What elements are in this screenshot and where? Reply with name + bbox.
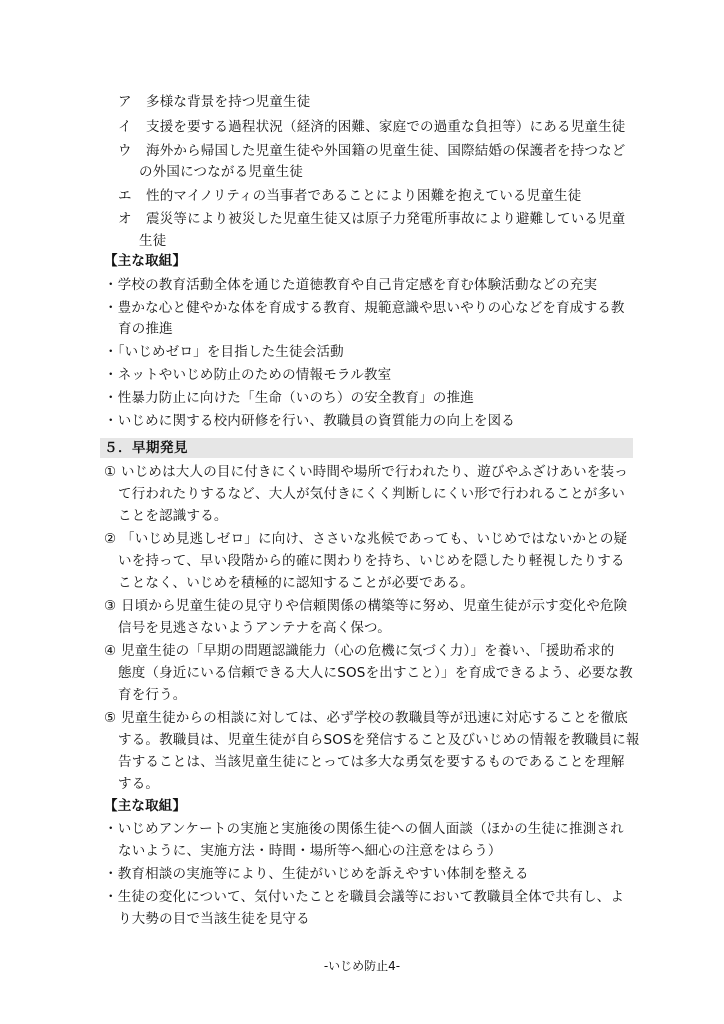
point-text: 「いじめ見逃しゼロ」に向け、ささいな兆候であっても、いじめではないかとの疑 [121, 531, 628, 547]
point-text: 日頃から児童生徒の見守りや信頼関係の構築等に努め、児童生徒が示す変化や危険 [121, 598, 628, 614]
target-item-i [118, 117, 132, 137]
point-text-continued: 育を行う。 [118, 687, 187, 703]
target-marker: イ [118, 119, 132, 135]
point-marker: ② [104, 531, 117, 547]
point-text-continued: ことなく、いじめを積極的に認知することが必要である。 [118, 575, 474, 591]
initiative-item: ・生徒の変化について、気付いたことを職員会議等において教職員全体で共有し、よ [104, 889, 625, 905]
point-text-continued: 態度（身近にいる信頼できる大人にSOSを出すこと）」を育成できるよう、必要な教 [118, 665, 633, 681]
target-marker: オ [118, 211, 132, 227]
initiative-item: ・いじめアンケートの実施と実施後の関係生徒への個人面談（ほかの生徒に推測され [104, 821, 624, 837]
initiative-item-continued: ないように、実施方法・時間・場所等へ細心の注意をはらう） [118, 843, 502, 859]
point-text-continued: する。 [118, 776, 160, 792]
target-item-a [118, 92, 132, 112]
target-item-o [118, 209, 132, 229]
point-marker: ③ [104, 598, 117, 614]
initiative-item: ・「いじめゼロ」を目指した生徒会活動 [104, 344, 344, 360]
initiative-item: ・豊かな心と健やかな体を育成する教育、規範意識や思いやりの心などを育成する教 [104, 300, 625, 316]
page-footer: -いじめ防止4- [323, 959, 401, 973]
initiative-item: ・性暴力防止に向けた「生命（いのち）の安全教育」の推進 [104, 390, 474, 406]
initiative-item: ・学校の教育活動全体を通じた道徳教育や自己肯定感を育む体験活動などの充実 [104, 277, 598, 293]
section-title: ５．早期発見 [104, 440, 188, 456]
point-text: 児童生徒の「早期の問題認識能力（心の危機に気づく力）」を養い、「援助希求的 [121, 643, 615, 659]
initiative-item-continued: 育の推進 [118, 321, 173, 337]
initiative-item: ・いじめに関する校内研修を行い、教職員の資質能力の向上を図る [104, 413, 515, 429]
initiative-item: ・ネットやいじめ防止のための情報モラル教室 [104, 367, 392, 383]
initiative-item: ・教育相談の実施等により、生徒がいじめを訴えやすい体制を整える [104, 866, 529, 882]
initiative-item-continued: り大勢の目で当該生徒を見守る [118, 911, 310, 927]
target-text: 支援を要する過程状況（経済的困難、家庭での過重な負担等）にある児童生徒 [146, 119, 626, 135]
point-marker: ① [104, 464, 117, 480]
point-text-continued: て行われたりするなど、大人が気付きにくく判断しにくい形で行われることが多い [118, 486, 625, 502]
target-marker: エ [118, 188, 132, 204]
target-text: 海外から帰国した児童生徒や外国籍の児童生徒、国際結婚の保護者を持つなど [146, 143, 626, 159]
point-text-continued: する。教職員は、児童生徒が自らSOSを発信すること及びいじめの情報を教職員に報 [118, 732, 640, 748]
point-text-continued: 信号を見逃さないようアンテナを高く保つ。 [118, 620, 391, 636]
target-item-e [118, 186, 132, 206]
initiatives-heading: 【主な取組】 [104, 253, 187, 269]
point-text-continued: ことを認識する。 [118, 508, 228, 524]
point-text: いじめは大人の目に付きにくい時間や場所で行われたり、遊びやふざけあいを装っ [121, 464, 628, 480]
point-text: 児童生徒からの相談に対しては、必ず学校の教職員等が迅速に対応することを徹底 [121, 710, 628, 726]
target-text: 多様な背景を持つ児童生徒 [146, 94, 311, 110]
target-marker: ウ [118, 143, 132, 159]
target-item-u [118, 141, 132, 161]
target-marker: ア [118, 94, 132, 110]
initiatives-heading: 【主な取組】 [104, 798, 187, 814]
point-marker: ④ [104, 643, 117, 659]
point-marker: ⑤ [104, 710, 117, 726]
target-text: 性的マイノリティの当事者であることにより困難を抱えている児童生徒 [146, 188, 582, 204]
target-text-continued: の外国につながる児童生徒 [139, 164, 304, 180]
point-text-continued: いを持って、早い段階から的確に関わりを持ち、いじめを隠したり軽視したりする [118, 553, 625, 569]
point-text-continued: 告することは、当該児童生徒にとっては多大な勇気を要するものであることを理解 [118, 754, 625, 770]
target-text-continued: 生徒 [139, 233, 167, 249]
target-text: 震災等により被災した児童生徒又は原子力発電所事故により避難している児童 [146, 211, 626, 227]
